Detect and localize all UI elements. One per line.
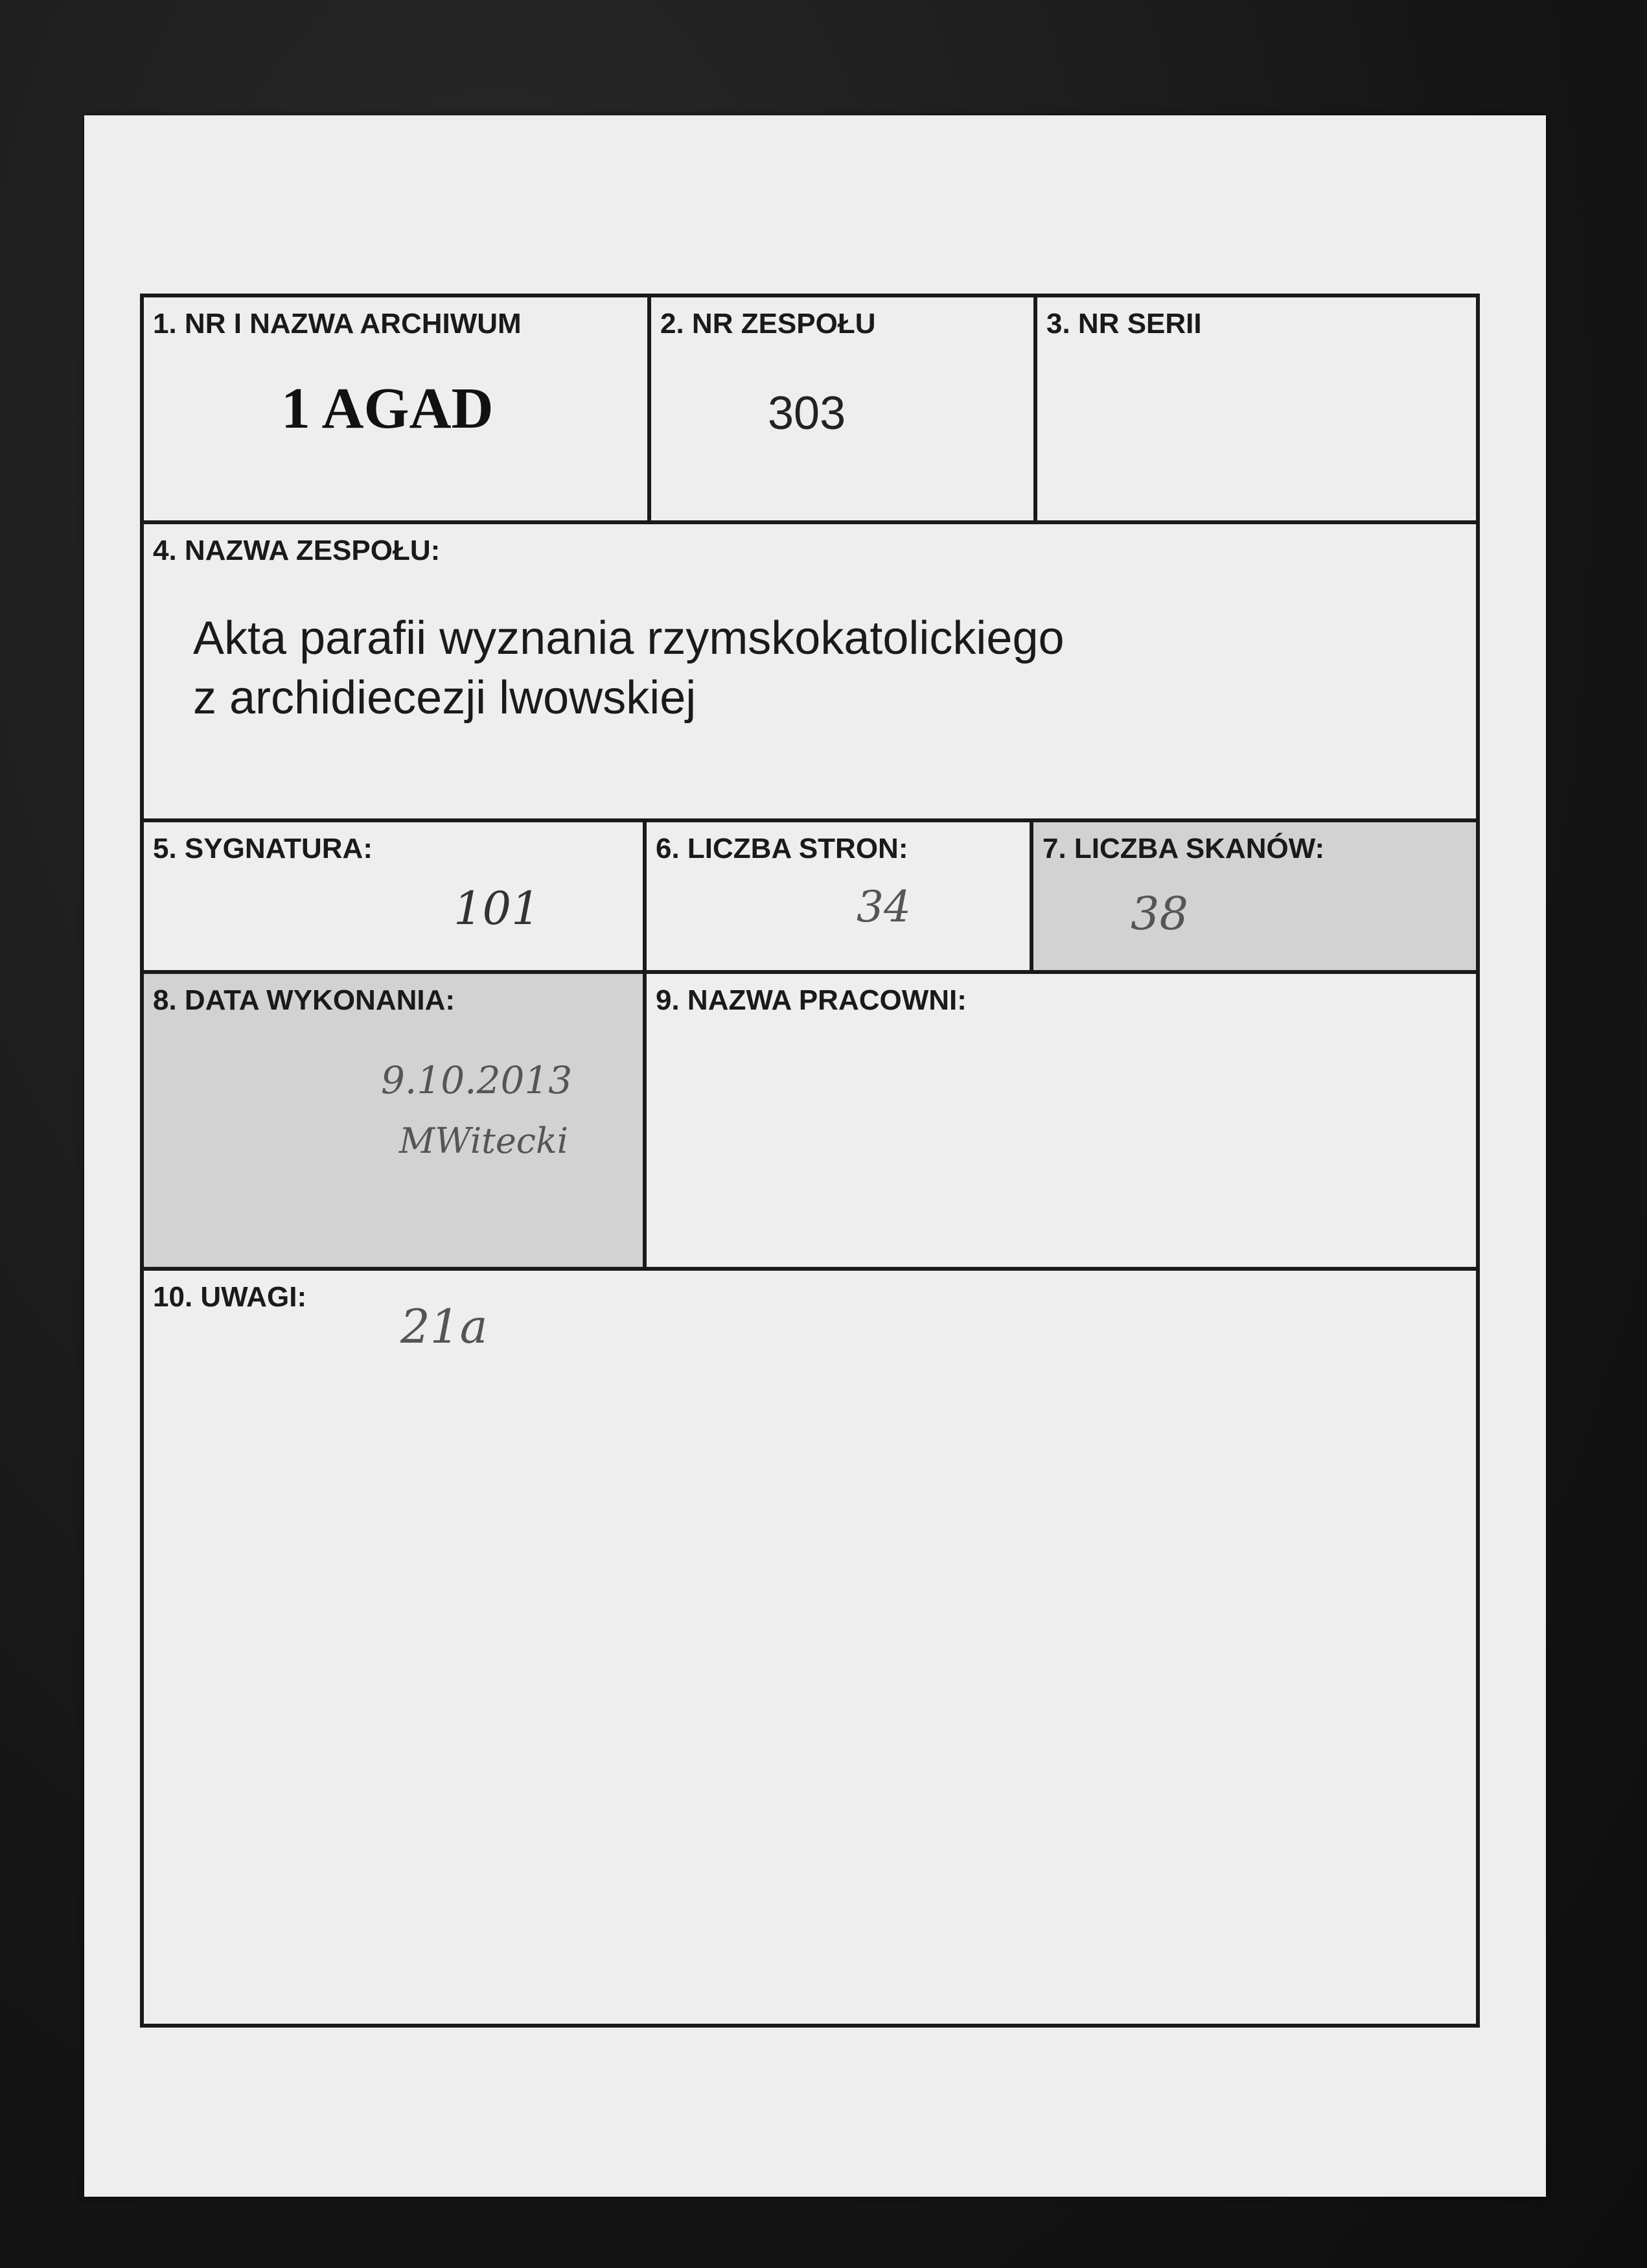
- field-remarks: [144, 1267, 1476, 2024]
- fonds-name-label: 4. NAZWA ZESPOŁU:: [153, 535, 441, 566]
- date-value: 9.10.2013: [381, 1058, 573, 1102]
- field-archive: [144, 297, 647, 520]
- field-signature: [144, 818, 643, 970]
- remarks-label: 10. UWAGI:: [153, 1281, 307, 1313]
- field-series-number: [1033, 297, 1476, 520]
- series-number-label: 3. NR SERII: [1046, 308, 1202, 340]
- signature-value: 101: [454, 882, 540, 935]
- workshop-label: 9. NAZWA PRACOWNI:: [656, 984, 967, 1016]
- archive-label: 1. NR I NAZWA ARCHIWUM: [153, 308, 522, 340]
- page-count-value: 34: [857, 882, 911, 932]
- archive-value: 1 AGAD: [281, 376, 494, 441]
- fonds-name-line-1: Akta parafii wyznania rzymskokatolickiego: [193, 612, 1065, 664]
- scan-count-label: 7. LICZBA SKANÓW:: [1042, 833, 1325, 864]
- date-label: 8. DATA WYKONANIA:: [153, 984, 455, 1016]
- signature-label: 5. SYGNATURA:: [153, 833, 373, 864]
- field-fonds-name: [144, 520, 1476, 818]
- field-scan-count: [1030, 818, 1476, 970]
- field-fonds-number: [647, 297, 1033, 520]
- archive-form: [140, 294, 1480, 2028]
- fonds-name-value: [193, 608, 1065, 728]
- fonds-number-label: 2. NR ZESPOŁU: [660, 308, 876, 340]
- worker-signature: MWitecki: [399, 1120, 569, 1161]
- page-count-label: 6. LICZBA STRON:: [656, 833, 908, 864]
- field-page-count: [643, 818, 1030, 970]
- field-workshop: [643, 970, 1476, 1267]
- field-date: [144, 970, 643, 1267]
- fonds-name-line-2: z archidiecezji lwowskiej: [193, 672, 697, 724]
- fonds-number-value: 303: [768, 388, 846, 439]
- scan-count-value: 38: [1131, 887, 1189, 940]
- remarks-value: 21a: [400, 1299, 488, 1354]
